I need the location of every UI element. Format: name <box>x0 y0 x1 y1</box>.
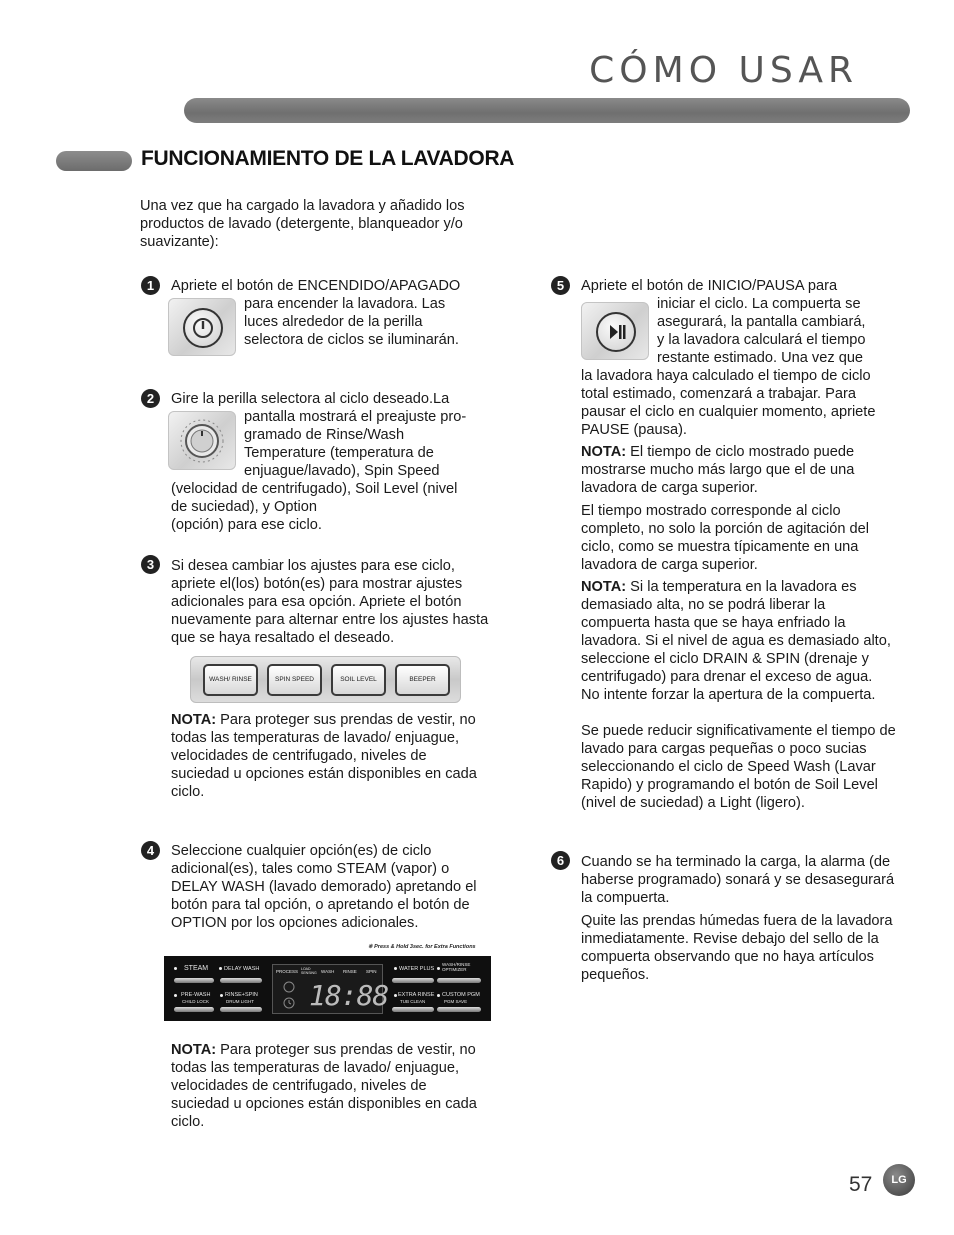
step-2-line-5: enjuague/lavado), Spin Speed <box>244 463 440 479</box>
step-5-line-3: asegurará, la pantalla cambiará, <box>657 314 866 330</box>
step-4-note <box>171 1041 489 1131</box>
display-screen <box>272 964 389 1014</box>
step-number-1: 1 <box>141 276 160 295</box>
steam-label: STEAM <box>184 965 209 972</box>
step-5-line-4: y la lavadora calculará el tiempo <box>657 332 866 348</box>
step-5-note-2 <box>581 578 891 704</box>
rinse-spin-label: RINSE+SPIN <box>225 992 258 998</box>
custom-pgm-label: CUSTOM PGM <box>442 992 480 998</box>
note-label: NOTA: <box>581 444 627 460</box>
step-1-line-1: Apriete el botón de ENCENDIDO/APAGADO <box>171 278 461 294</box>
step-number-6: 6 <box>551 851 570 870</box>
note-text: Para proteger sus prendas de vestir, no todas las temperaturas de lavado/ enjuague, velocidades de centrifugado, niveles de suciedad u opciones están disponibles en cada ciclo. <box>171 712 477 800</box>
step-2-line-8: (opción) para ese ciclo. <box>171 517 322 533</box>
display-note: ※ Press & Hold 3sec. for Extra Functions <box>368 944 476 950</box>
step-number-4: 4 <box>141 841 160 860</box>
step-5-rest: la lavadora haya calculado el tiempo de ciclo total estimado, comenzará a trabajar. Para pausar el ciclo en cualquier momento, apriete PAUSE (pausa). <box>581 368 876 438</box>
time-digits: 18:88 <box>309 979 389 1012</box>
note-label: NOTA: <box>171 712 217 728</box>
step-5-paragraph-2: El tiempo mostrado corresponde al ciclo completo, no solo la porción de agitación del ciclo, como se muestra típicamente en una lavadora de carga superior. <box>581 503 870 573</box>
beeper-button: BEEPER <box>395 664 450 696</box>
note-text: El tiempo de ciclo mostrado puede mostrarse mucho más largo que el de una lavadora de carga superior. <box>581 444 855 496</box>
spin-label: SPIN <box>366 969 377 974</box>
lg-logo: LG <box>883 1164 915 1196</box>
step-2-line-3: gramado de Rinse/Wash <box>244 427 405 443</box>
wash-rinse-button: WASH/ RINSE <box>203 664 258 696</box>
step-1-line-4: selectora de ciclos se iluminarán. <box>244 332 459 348</box>
step-6-text: Cuando se ha terminado la carga, la alarma (de haberse programado) sonará y se desasegurará la compuerta. <box>581 854 895 906</box>
step-number-2: 2 <box>141 389 160 408</box>
step-5-line-5: restante estimado. Una vez que <box>657 350 864 366</box>
control-panel-illustration <box>164 956 491 1021</box>
step-1-line-3: luces alrededor de la perilla <box>244 314 423 330</box>
start-pause-icon <box>596 312 636 352</box>
cycle-selector-illustration <box>168 411 236 470</box>
water-plus-label: WATER PLUS <box>399 966 435 972</box>
step-number-5: 5 <box>551 276 570 295</box>
wash-label: WASH <box>321 969 335 974</box>
step-2-line-2: pantalla mostrará el preajuste pro- <box>244 409 467 425</box>
step-2-line-7: de suciedad), y Option <box>171 499 318 515</box>
child-lock-label: CHILD LOCK <box>182 999 210 1004</box>
start-pause-button-illustration <box>581 302 649 360</box>
step-5-line-2: iniciar el ciclo. La compuerta se <box>657 296 861 312</box>
step-2-line-1: Gire la perilla selectora al ciclo deseado.La <box>171 391 450 407</box>
rinse-label: RINSE <box>343 969 357 974</box>
step-1-line-2: para encender la lavadora. Las <box>244 296 446 312</box>
delay-wash-label: DELAY WASH <box>224 966 260 972</box>
note-label: NOTA: <box>171 1042 217 1058</box>
note-text: Si la temperatura en la lavadora es demasiado alta, no se podrá liberar la compuerta hasta que se haya enfriado la lavadora. Si el nivel de agua es demasiado alto, seleccione el ciclo DRAIN & SPIN (drenaje y centrifugado) para drenar el exceso de agua. No intente forzar la apertura de la compuerta. <box>581 579 891 703</box>
option-buttons-illustration <box>190 656 461 703</box>
page-number: 57 <box>849 1173 873 1196</box>
pre-wash-label: PRE-WASH <box>181 992 211 998</box>
page-header-title: CÓMO USAR <box>589 50 858 91</box>
step-2-line-4: Temperature (temperatura de <box>244 445 434 461</box>
section-title: FUNCIONAMIENTO DE LA LAVADORA <box>141 147 515 170</box>
load-sensing-label: LOAD SENSING <box>301 967 317 975</box>
step-5-line-1: Apriete el botón de INICIO/PAUSA para <box>581 278 838 294</box>
step-6-paragraph-2: Quite las prendas húmedas fuera de la lavadora inmediatamente. Revise debajo del sello de la compuerta observando que no haya artículos pequeños. <box>581 913 893 983</box>
process-label: PROCESS <box>276 969 299 974</box>
extra-rinse-label: EXTRA RINSE <box>398 992 435 998</box>
power-button-illustration <box>168 298 236 356</box>
selector-knob-icon <box>169 412 237 471</box>
step-2-line-6: (velocidad de centrifugado), Soil Level (nivel <box>171 481 458 497</box>
soil-level-button: SOIL LEVEL <box>331 664 386 696</box>
clock-icon <box>281 979 301 1013</box>
note-label: NOTA: <box>581 579 627 595</box>
pgm-save-label: PGM SAVE <box>444 999 468 1004</box>
step-3-text: Si desea cambiar los ajustes para ese ciclo, apriete el(los) botón(es) para mostrar ajustes adicionales para esa opción. Apriete el botón nuevamente para alternar entre los ajustes hasta que se haya resaltado el deseado. <box>171 558 489 646</box>
intro-text: Una vez que ha cargado la lavadora y añadido los productos de lavado (detergente, blanqueador y/o suavizante): <box>140 198 465 250</box>
step-5-note-2b: Se puede reducir significativamente el tiempo de lavado para cargas pequeñas o poco sucias seleccionando el ciclo de Speed Wash (Lavar Rapido) y programando el botón de Soil Level (nivel de suciedad) a Light (ligero). <box>581 723 896 811</box>
spin-speed-button: SPIN SPEED <box>267 664 322 696</box>
step-4-text: Seleccione cualquier opción(es) de ciclo adicional(es), tales como STEAM (vapor) o DELAY WASH (lavado demorado) apretando el botón para tal opción, o apretando el botón de OPTION por los opciones adicionales. <box>171 843 477 931</box>
drum-light-label: DRUM LIGHT <box>226 999 254 1004</box>
header-bar <box>184 98 910 123</box>
step-5-note-1 <box>581 443 899 497</box>
power-icon <box>183 308 223 348</box>
note-text: Para proteger sus prendas de vestir, no todas las temperaturas de lavado/ enjuague, velocidades de centrifugado, niveles de suciedad u opciones están disponibles en cada ciclo. <box>171 1042 477 1130</box>
section-marker <box>56 151 132 171</box>
tub-clean-label: TUB CLEAN <box>400 999 426 1004</box>
step-3-note <box>171 711 489 801</box>
step-number-3: 3 <box>141 555 160 574</box>
optimizer-label: WASH/RINSE OPTIMIZER <box>442 962 471 972</box>
